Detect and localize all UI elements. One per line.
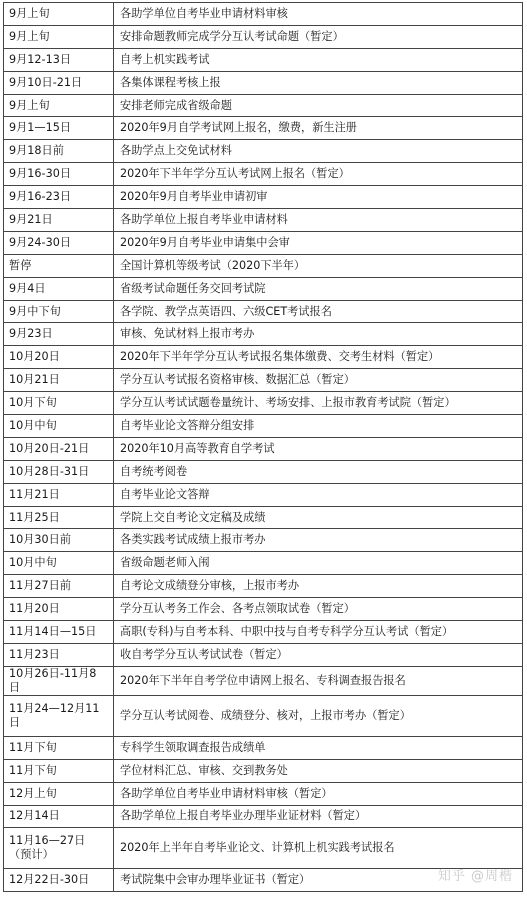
event-cell: 学分互认考务工作会、各考点领取试卷（暂定） — [114, 598, 523, 621]
date-cell: 11月21日 — [4, 483, 114, 506]
table-row — [4, 437, 523, 460]
event-cell: 专科学生领取调查报告成绩单 — [114, 736, 523, 759]
event-cell: 省级命题老师入闱 — [114, 552, 523, 575]
event-cell: 2020年10月高等教育自学考试 — [114, 437, 523, 460]
event-cell: 自考毕业论文答辩 — [114, 483, 523, 506]
event-cell: 各助学单位上报自考毕业办理毕业证材料（暂定） — [114, 805, 523, 828]
event-cell: 2020年下半年自考学位申请网上报名、专科调查报告报名 — [114, 666, 523, 695]
event-cell: 2020年9月自考毕业申请集中会审 — [114, 231, 523, 254]
date-cell: 10月中旬 — [4, 552, 114, 575]
schedule-body — [4, 3, 523, 892]
date-cell: 12月14日 — [4, 805, 114, 828]
table-row — [4, 277, 523, 300]
table-row — [4, 25, 523, 48]
table-row — [4, 94, 523, 117]
date-cell: 10月26日-11月8日 — [4, 666, 114, 695]
date-cell: 10月下旬 — [4, 392, 114, 415]
date-cell: 11月16—27日（预计） — [4, 828, 114, 869]
date-cell: 9月21日 — [4, 209, 114, 232]
event-cell: 2020年下半年学分互认考试网上报名（暂定） — [114, 163, 523, 186]
table-row — [4, 759, 523, 782]
date-cell: 9月12-13日 — [4, 48, 114, 71]
table-row — [4, 621, 523, 644]
table-row — [4, 369, 523, 392]
table-row — [4, 117, 523, 140]
event-cell: 2020年9月自考毕业申请初审 — [114, 186, 523, 209]
event-cell: 自考毕业论文答辩分组安排 — [114, 415, 523, 438]
event-cell: 安排命题教师完成学分互认考试命题（暂定） — [114, 25, 523, 48]
table-row — [4, 483, 523, 506]
table-row — [4, 323, 523, 346]
date-cell: 10月20日 — [4, 346, 114, 369]
table-row — [4, 575, 523, 598]
event-cell: 学分互认考试报名资格审核、数据汇总（暂定） — [114, 369, 523, 392]
event-cell: 安排老师完成省级命题 — [114, 94, 523, 117]
table-row — [4, 392, 523, 415]
event-cell: 各助学单位自考毕业申请材料审核（暂定） — [114, 782, 523, 805]
date-cell: 9月16-23日 — [4, 186, 114, 209]
date-cell: 9月16-30日 — [4, 163, 114, 186]
date-cell: 暂停 — [4, 254, 114, 277]
table-row — [4, 598, 523, 621]
schedule-table — [3, 2, 523, 892]
event-cell: 2020年9月自学考试网上报名，缴费，新生注册 — [114, 117, 523, 140]
date-cell: 9月上旬 — [4, 25, 114, 48]
date-cell: 10月中旬 — [4, 415, 114, 438]
date-cell: 11月20日 — [4, 598, 114, 621]
date-cell: 12月22日-30日 — [4, 869, 114, 892]
event-cell: 各学院、教学点英语四、六级CET考试报名 — [114, 300, 523, 323]
table-row — [4, 506, 523, 529]
date-cell: 9月24-30日 — [4, 231, 114, 254]
date-cell: 9月23日 — [4, 323, 114, 346]
table-row — [4, 782, 523, 805]
event-cell: 高职(专科)与自考本科、中职中技与自考专科学分互认考试（暂定） — [114, 621, 523, 644]
event-cell: 考试院集中会审办理毕业证书（暂定） — [114, 869, 523, 892]
table-row — [4, 140, 523, 163]
date-cell: 9月10日-21日 — [4, 71, 114, 94]
date-cell: 11月下旬 — [4, 759, 114, 782]
event-cell: 学院上交自考论文定稿及成绩 — [114, 506, 523, 529]
event-cell: 各助学单位上报自考毕业申请材料 — [114, 209, 523, 232]
event-cell: 自考统考阅卷 — [114, 460, 523, 483]
date-cell: 12月上旬 — [4, 782, 114, 805]
table-row — [4, 71, 523, 94]
table-row — [4, 643, 523, 666]
date-cell: 9月上旬 — [4, 3, 114, 26]
table-row — [4, 3, 523, 26]
date-cell: 10月21日 — [4, 369, 114, 392]
event-cell: 审核、免试材料上报市考办 — [114, 323, 523, 346]
event-cell: 学位材料汇总、审核、交到教务处 — [114, 759, 523, 782]
table-row — [4, 828, 523, 869]
date-cell: 9月1—15日 — [4, 117, 114, 140]
table-row — [4, 666, 523, 695]
event-cell: 自考论文成绩登分审核，上报市考办 — [114, 575, 523, 598]
table-row — [4, 163, 523, 186]
table-row — [4, 529, 523, 552]
event-cell: 学分互认考试试题卷量统计、考场安排、上报市教育考试院（暂定） — [114, 392, 523, 415]
table-row — [4, 552, 523, 575]
table-row — [4, 300, 523, 323]
table-row — [4, 805, 523, 828]
table-row — [4, 48, 523, 71]
table-row — [4, 231, 523, 254]
date-cell: 11月23日 — [4, 643, 114, 666]
event-cell: 各集体课程考核上报 — [114, 71, 523, 94]
date-cell: 11月24—12月11日 — [4, 695, 114, 736]
date-cell: 11月27日前 — [4, 575, 114, 598]
date-cell: 9月18日前 — [4, 140, 114, 163]
table-row — [4, 415, 523, 438]
date-cell: 9月上旬 — [4, 94, 114, 117]
table-row — [4, 254, 523, 277]
date-cell: 11月25日 — [4, 506, 114, 529]
date-cell: 9月中下旬 — [4, 300, 114, 323]
table-row — [4, 695, 523, 736]
table-row — [4, 186, 523, 209]
date-cell: 11月下旬 — [4, 736, 114, 759]
table-row — [4, 346, 523, 369]
event-cell: 自考上机实践考试 — [114, 48, 523, 71]
event-cell: 2020年上半年自考毕业论文、计算机上机实践考试报名 — [114, 828, 523, 869]
event-cell: 2020年下半年学分互认考试报名集体缴费、交考生材料（暂定） — [114, 346, 523, 369]
date-cell: 10月20日-21日 — [4, 437, 114, 460]
table-row — [4, 460, 523, 483]
event-cell: 学分互认考试阅卷、成绩登分、核对，上报市考办（暂定） — [114, 695, 523, 736]
table-row — [4, 209, 523, 232]
event-cell: 全国计算机等级考试（2020下半年） — [114, 254, 523, 277]
date-cell: 10月28日-31日 — [4, 460, 114, 483]
watermark: 知乎 @周楷 — [437, 869, 513, 884]
date-cell: 10月30日前 — [4, 529, 114, 552]
event-cell: 各类实践考试成绩上报市考办 — [114, 529, 523, 552]
event-cell: 收自考学分互认考试试卷（暂定） — [114, 643, 523, 666]
table-row — [4, 736, 523, 759]
date-cell: 9月4日 — [4, 277, 114, 300]
event-cell: 省级考试命题任务交回考试院 — [114, 277, 523, 300]
event-cell: 各助学单位自考毕业申请材料审核 — [114, 3, 523, 26]
date-cell: 11月14日—15日 — [4, 621, 114, 644]
event-cell: 各助学点上交免试材料 — [114, 140, 523, 163]
